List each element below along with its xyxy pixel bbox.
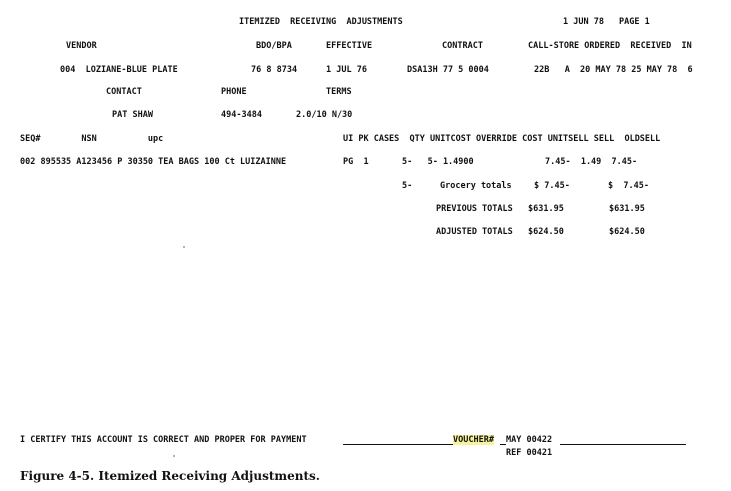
item-ui-pk: PG 1 [343,157,369,167]
call-store-value: 22B A 20 MAY 78 25 MAY 78 6 [534,65,693,75]
bdo-bpa-label: BDO/BPA [256,41,292,51]
item-cases-qty: 5- 5- 1.4900 [402,157,474,167]
item-cost-sell: 7.45- 1.49 7.45- [545,157,638,167]
vendor-label: VENDOR [66,41,97,51]
grocery-totals-cost: $ 7.45- [534,181,570,191]
contract-label: CONTRACT [442,41,483,51]
effective-label: EFFECTIVE [326,41,373,51]
grocery-totals-sell: $ 7.45- [608,181,649,191]
phone-label: PHONE [221,87,247,97]
contact-label: CONTACT [106,87,142,97]
certification-statement: I CERTIFY THIS ACCOUNT IS CORRECT AND PROPER FOR PAYMENT [20,435,307,445]
vendor-value: 004 LOZIANE-BLUE PLATE [60,65,178,75]
item-description: 002 895535 A123456 P 30350 TEA BAGS 100 Ct LUIZAINNE [20,157,287,167]
columns-right-header: UI PK CASES QTY UNITCOST OVERRIDE COST UNITSELL SELL OLDSELL [343,134,661,144]
voucher-value: MAY 00422 [506,435,553,445]
figure-caption: Figure 4-5. Itemized Receiving Adjustments. [20,469,320,483]
scan-speck [183,246,185,248]
effective-value: 1 JUL 76 [326,65,367,75]
ref-number: REF 00421 [506,448,553,458]
report-date: 1 JUN 78 [563,17,604,27]
page-number: PAGE 1 [619,17,650,27]
signature-line [343,444,453,445]
previous-totals-label: PREVIOUS TOTALS [436,204,513,214]
voucher-label: VOUCHER# [453,435,494,445]
adjusted-totals-sell: $624.50 [609,227,645,237]
previous-totals-sell: $631.95 [609,204,645,214]
contract-value: DSA13H 77 5 0004 [407,65,489,75]
scan-speck [173,455,175,457]
columns-left-header: SEQ# NSN upc [20,134,164,144]
terms-label: TERMS [326,87,352,97]
phone-value: 494-3484 [221,110,262,120]
adjusted-totals-label: ADJUSTED TOTALS [436,227,513,237]
previous-totals-cost: $631.95 [528,204,564,214]
adjusted-totals-cost: $624.50 [528,227,564,237]
grocery-totals-label: Grocery totals [440,181,512,191]
call-store-label: CALL-STORE ORDERED RECEIVED IN [528,41,692,51]
totals-cases: 5- [402,181,413,191]
terms-value: 2.0/10 N/30 [296,110,353,120]
contact-value: PAT SHAW [112,110,153,120]
bdo-bpa-value: 76 8 8734 [251,65,298,75]
report-title: ITEMIZED RECEIVING ADJUSTMENTS [239,17,403,27]
voucher-line [560,444,686,445]
